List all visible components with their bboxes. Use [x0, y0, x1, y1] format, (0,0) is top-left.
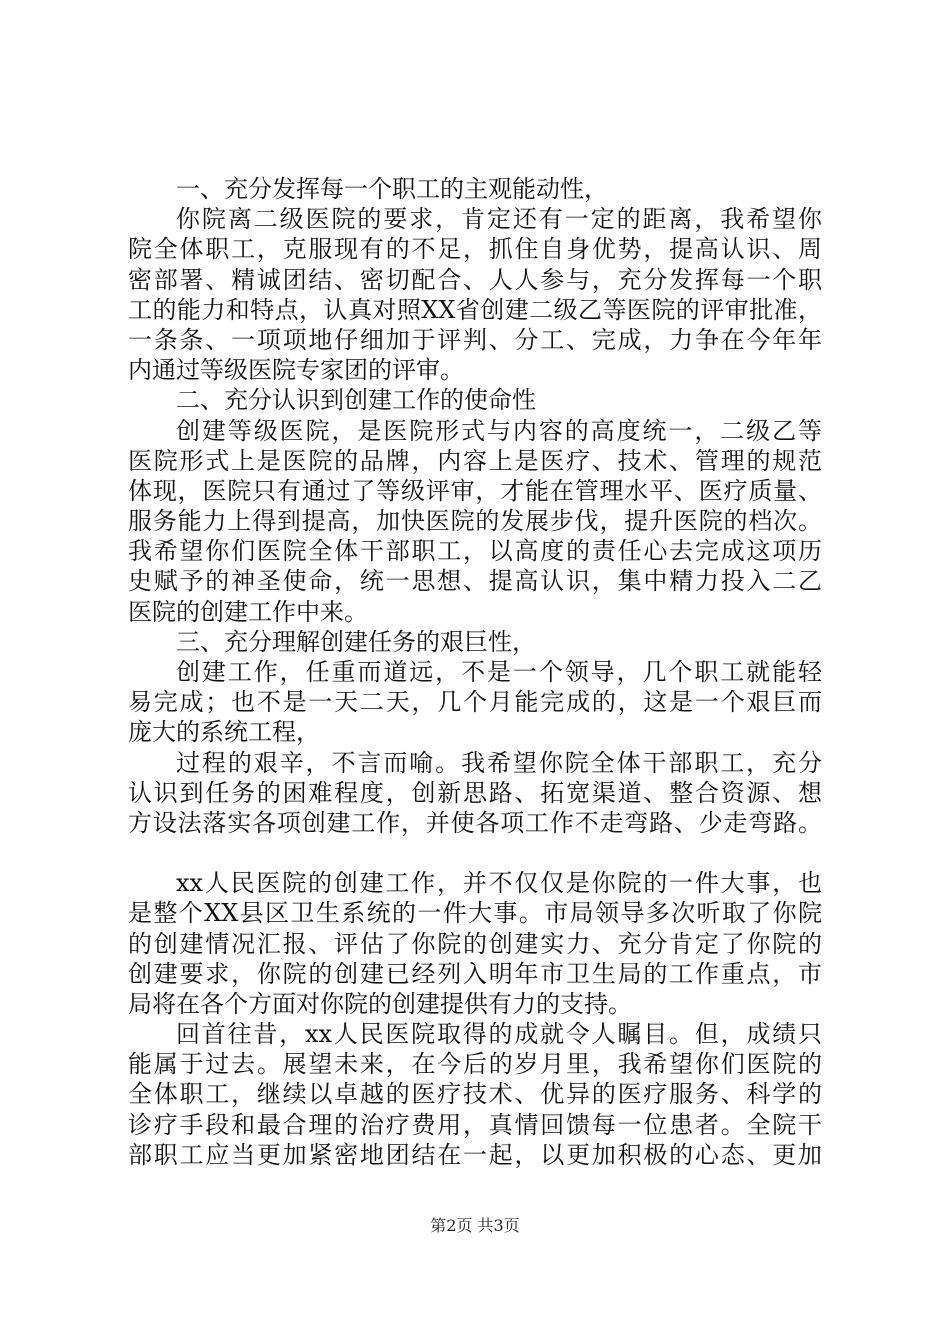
document-body [128, 174, 822, 1170]
paragraph-line: xx人民医院的创建工作，并不仅仅是你院的一件大事，也 [176, 869, 822, 898]
paragraph-line: 院全体职工，克服现有的不足，抓住自身优势，提高认识、周 [128, 235, 822, 264]
paragraph-line: 密部署、精诚团结、密切配合、人人参与，充分发挥每一个职 [128, 265, 822, 294]
section-heading-2: 二、充分认识到创建工作的使命性 [176, 386, 536, 415]
paragraph-line: 体现，医院只有通过了等级评审，才能在管理水平、医疗质量、 [128, 476, 822, 505]
paragraph-line: 你院离二级医院的要求，肯定还有一定的距离，我希望你 [176, 205, 822, 234]
section-heading-3: 三、充分理解创建任务的艰巨性， [176, 627, 536, 656]
paragraph-line: 的创建情况汇报、评估了你院的创建实力、充分肯定了你院的 [128, 929, 822, 958]
paragraph-line: 庞大的系统工程， [128, 718, 320, 747]
paragraph-line: 认识到任务的困难程度，创新思路、拓宽渠道、整合资源、想 [128, 778, 822, 807]
paragraph-line: 过程的艰辛，不言而喻。我希望你院全体干部职工，充分 [176, 748, 822, 777]
paragraph-line: 史赋予的神圣使命，统一思想、提高认识，集中精力投入二乙 [128, 567, 822, 596]
paragraph-line: 全体职工，继续以卓越的医疗技术、优异的医疗服务、科学的 [128, 1080, 822, 1109]
page-footer [0, 1216, 950, 1236]
paragraph-line: 创建工作，任重而道远，不是一个领导，几个职工就能轻 [176, 658, 822, 686]
paragraph-line: 服务能力上得到提高，加快医院的发展步伐，提升医院的档次。 [128, 507, 822, 536]
paragraph-line: 诊疗手段和最合理的治疗费用，真情回馈每一位患者。全院干 [128, 1110, 822, 1139]
section-heading-1: 一、充分发挥每一个职工的主观能动性， [176, 175, 608, 203]
paragraph-line: 易完成；也不是一天二天，几个月能完成的，这是一个艰巨而 [128, 688, 822, 717]
paragraph-line: 能属于过去。展望未来，在今后的岁月里，我希望你们医院的 [128, 1050, 822, 1079]
paragraph-line: 部职工应当更加紧密地团结在一起，以更加积极的心态、更加 [128, 1140, 822, 1169]
paragraph-line: 我希望你们医院全体干部职工，以高度的责任心去完成这项历 [128, 537, 822, 566]
paragraph-line: 回首往昔，xx人民医院取得的成就令人瞩目。但，成绩只 [176, 1020, 822, 1049]
paragraph-line: 创建等级医院，是医院形式与内容的高度统一，二级乙等 [176, 416, 822, 445]
paragraph-line: 内通过等级医院专家团的评审。 [128, 356, 464, 385]
paragraph-line: 医院形式上是医院的品牌，内容上是医疗、技术、管理的规范 [128, 446, 822, 475]
paragraph-gap [128, 838, 822, 868]
paragraph-line: 创建要求，你院的创建已经列入明年市卫生局的工作重点，市 [128, 959, 822, 988]
paragraph-line: 局将在各个方面对你院的创建提供有力的支持。 [128, 989, 632, 1018]
paragraph-line: 方设法落实各项创建工作，并使各项工作不走弯路、少走弯路。 [128, 808, 822, 837]
paragraph-line: 是整个XX县区卫生系统的一件大事。市局领导多次听取了你院 [128, 899, 822, 928]
page-number-label: 第2页 共3页 [430, 1216, 520, 1235]
paragraph-line: 工的能力和特点，认真对照XX省创建二级乙等医院的评审批准， [128, 295, 822, 324]
paragraph-line: 一条条、一项项地仔细加于评判、分工、完成，力争在今年年 [128, 325, 822, 354]
paragraph-line: 医院的创建工作中来。 [128, 597, 368, 626]
